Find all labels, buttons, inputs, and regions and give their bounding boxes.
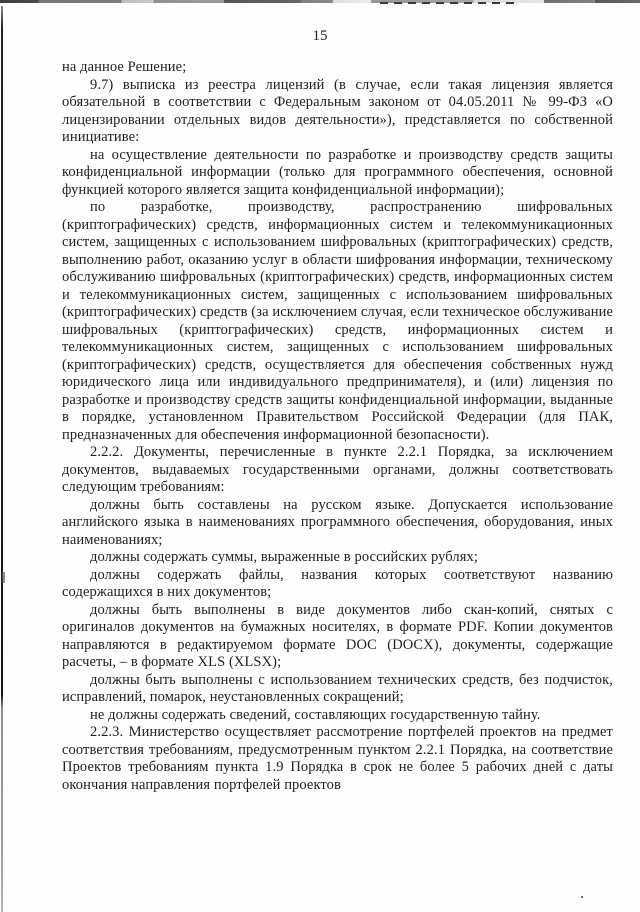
paragraph: не должны содержать сведений, составляющих государственную тайну. <box>90 706 541 723</box>
scan-artifact-dot <box>581 896 583 898</box>
paragraph: должны содержать суммы, выраженные в российских рублях; <box>90 549 478 565</box>
paragraph: 2.2.3. Министерство осуществляет рассмотрение портфелей проектов на предмет соответствия требованиям, предусмотренным пунктом 2.2.1 Порядка, на соответствие Проектов требованиям пункта 1.9 Порядка в срок не более 5 рабочих дней с даты окончания направления портфелей проектов <box>62 724 613 793</box>
paragraph: 9.7) выписка из реестра лицензий (в случае, если такая лицензия является обязательной в соответствии с Федеральным законом от 04.05.2011 № 99-ФЗ «О лицензировании отдельных видов деятельности»), представляется по собственной инициативе: <box>62 76 613 145</box>
scan-artifact-top-edge <box>0 0 640 3</box>
page-number: 15 <box>312 28 328 44</box>
paragraph: по разработке, производству, распространению шифровальных (криптографических) средств, информационных систем и телекоммуникационных систем, защищенных с использованием шифровальных (криптографических) средств, выполнению работ, оказанию услуг в области шифрования информации, техническому обслуживанию шифровальных (криптографических) средств, информационных систем и телекоммуникационных систем, защищенных с использованием шифровальных (криптографических) средств (за исключением случая, если техническое обслуживание шифровальных (криптографических) средств, информационных систем и телекоммуникационных систем, защищенных с использованием шифровальных (криптографических) средств, осуществляется для обеспечения собственных нужд юридического лица или индивидуального предпринимателя), и (или) лицензия по разработке и производству средств защиты конфиденциальной информации, выданные в порядке, установленном Правительством Российской Федерации (для ПАК, предназначенных для обеспечения информационной безопасности). <box>62 199 613 443</box>
paragraph: на данное Решение; <box>62 59 187 75</box>
paragraph: должны быть составлены на русском языке. Допускается использование английского языка в наименованиях программного обеспечения, оборудования, иных наименованиях; <box>62 496 613 548</box>
scan-artifact-top-dashes <box>380 2 515 4</box>
paragraph: должны быть выполнены с использованием технических средств, без подчисток, исправлений, помарок, неустановленных сокращений; <box>62 671 613 705</box>
paragraph: 2.2.2. Документы, перечисленные в пункте 2.2.1 Порядка, за исключением документов, выдаваемых государственными органами, должны соответствовать следующим требованиям: <box>62 444 613 495</box>
document-body-text <box>62 59 613 794</box>
paragraph: должны содержать файлы, названия которых соответствуют названию содержащихся в них документов; <box>62 566 613 600</box>
paragraph: должны быть выполнены в виде документов либо скан-копий, снятых с оригиналов документов на бумажных носителях, в формате PDF. Копии документов направляются в редактируемом формате DOC (DOCX), документы, содержащие расчеты, – в формате XLS (XLSX); <box>62 601 613 670</box>
paragraph: на осуществление деятельности по разработке и производству средств защиты конфиденциальной информации (только для программного обеспечения, основной функцией которого является защита конфиденциальной информации); <box>62 146 613 198</box>
scan-artifact-left-tick <box>2 572 5 583</box>
scan-artifact-left-edge <box>1 6 3 912</box>
